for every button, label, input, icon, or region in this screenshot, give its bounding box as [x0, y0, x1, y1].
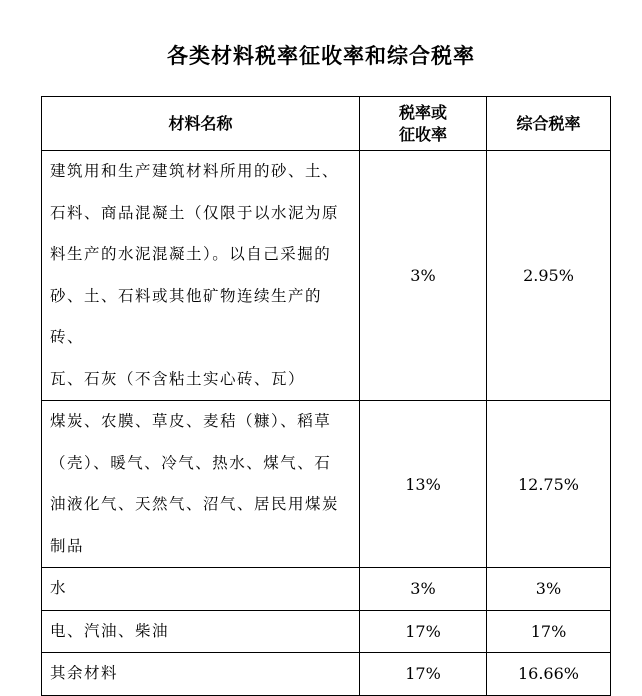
- header-rate-line2: 征收率: [398, 124, 447, 144]
- material-name-line: 制品: [50, 536, 85, 555]
- rate-cell: 3%: [360, 151, 487, 401]
- rate-cell: 17%: [360, 610, 487, 653]
- table-row: [42, 568, 611, 611]
- table-row: [42, 653, 611, 696]
- material-name-line: 建筑用和生产建筑材料所用的砂、土、: [50, 162, 340, 180]
- material-name-line: 水: [50, 579, 68, 597]
- rate-cell: 17%: [360, 653, 487, 696]
- header-rate-line1: 税率或: [398, 102, 447, 122]
- rate-cell: 13%: [360, 401, 487, 568]
- tax-rate-table: [41, 96, 611, 696]
- combined-rate-cell: 16.66%: [487, 653, 611, 696]
- header-combined-rate: 综合税率: [487, 97, 611, 151]
- material-name-line: 油液化气、天然气、沼气、居民用煤炭: [50, 495, 340, 513]
- material-name-line: （壳）、暖气、冷气、热水、煤气、石: [50, 453, 332, 472]
- material-name-line: 煤炭、农膜、草皮、麦秸（糠）、稻草: [50, 412, 332, 430]
- material-name-line: 电、汽油、柴油: [50, 621, 170, 640]
- table-row: [42, 401, 611, 568]
- material-name-cell: [42, 151, 360, 401]
- material-name-cell: [42, 401, 360, 568]
- material-name-line: 石料、商品混凝土（仅限于以水泥为原: [50, 203, 340, 222]
- table-header-row: [42, 97, 611, 151]
- material-name-cell: [42, 610, 360, 653]
- document-title: 各类材料税率征收率和综合税率: [167, 44, 475, 68]
- material-name-line: 料生产的水泥混凝土）。以自己采掘的: [50, 245, 332, 263]
- combined-rate-cell: 17%: [487, 610, 611, 653]
- material-name-line: 砂、土、石料或其他矿物连续生产的砖、: [50, 286, 323, 346]
- rate-cell: 3%: [360, 568, 487, 611]
- material-name-line: 瓦、石灰（不含粘土实心砖、瓦）: [50, 369, 306, 388]
- material-name-cell: [42, 568, 360, 611]
- material-name-line: 其余材料: [50, 664, 119, 682]
- table-row: [42, 610, 611, 653]
- combined-rate-cell: 3%: [487, 568, 611, 611]
- material-name-cell: [42, 653, 360, 696]
- header-material-name: 材料名称: [42, 97, 360, 151]
- combined-rate-cell: 2.95%: [487, 151, 611, 401]
- combined-rate-cell: 12.75%: [487, 401, 611, 568]
- table-row: [42, 151, 611, 401]
- header-rate: [360, 97, 487, 151]
